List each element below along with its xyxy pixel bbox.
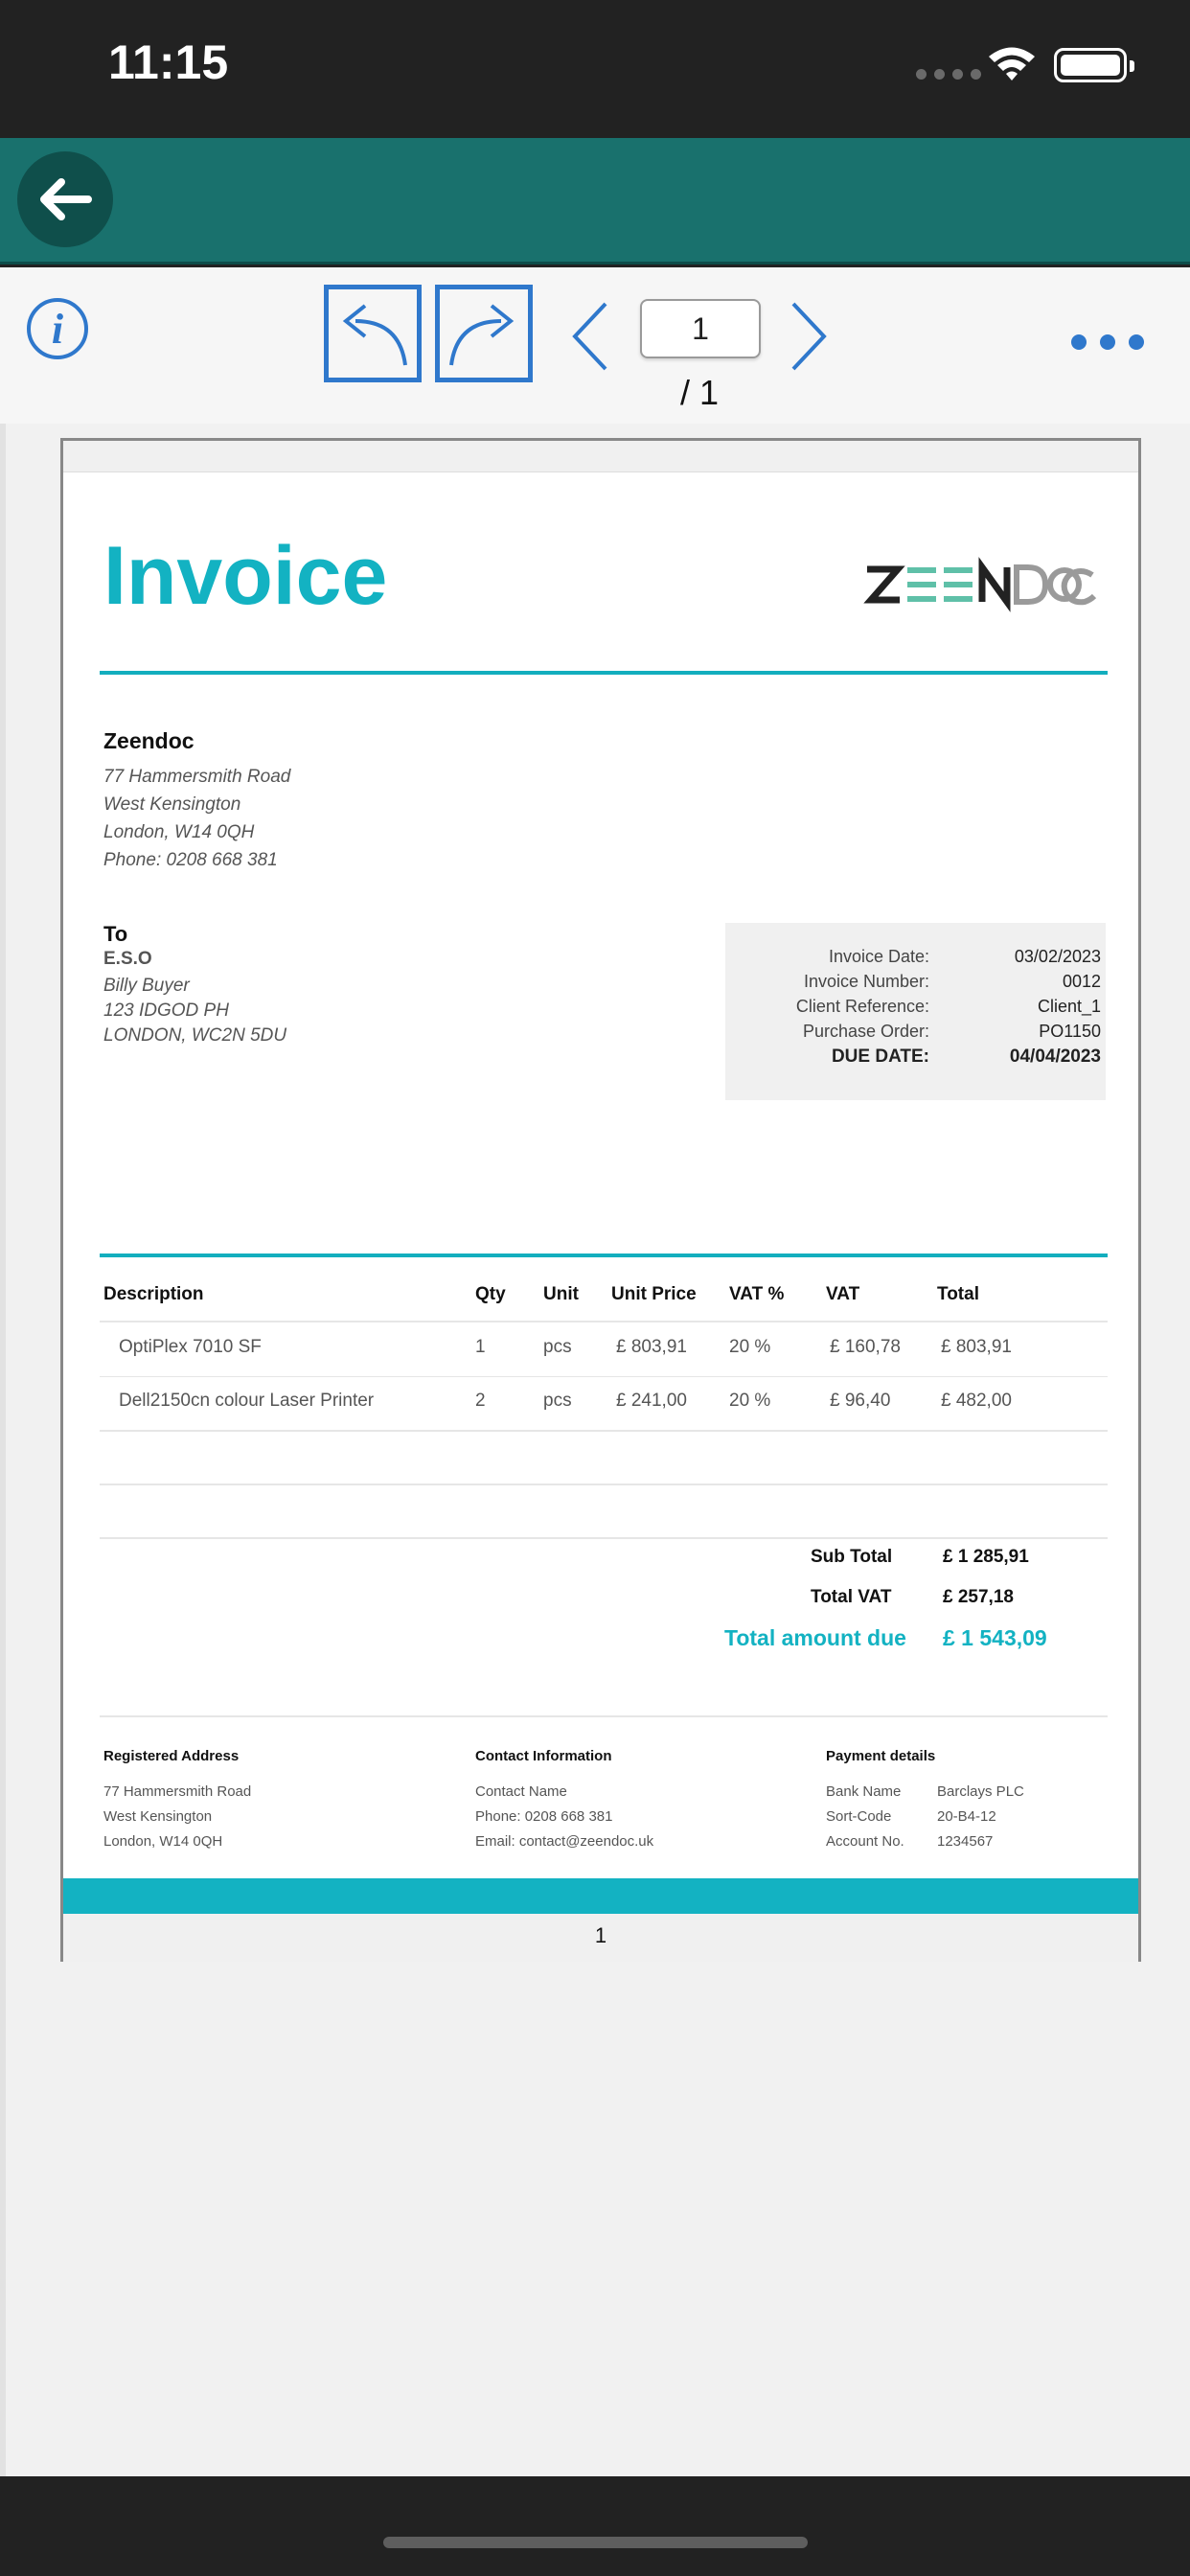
meta-value: 0012	[1062, 972, 1101, 991]
zeendoc-logo	[863, 556, 1093, 613]
sub-total-value: £ 1 285,91	[943, 1547, 1029, 1567]
status-bar	[0, 0, 1190, 138]
seller-address	[103, 763, 290, 874]
seller-address-line: London, W14 0QH	[103, 822, 255, 842]
due-date-label: DUE DATE:	[831, 1046, 929, 1067]
seller-name: Zeendoc	[103, 728, 195, 753]
table-cell: £ 803,91	[616, 1337, 687, 1357]
payment-details-title: Payment details	[826, 1748, 936, 1764]
header-divider	[100, 671, 1108, 675]
meta-label: Client Reference:	[795, 997, 929, 1016]
page-number: 1	[594, 1923, 607, 1947]
invoice-title: Invoice	[103, 530, 388, 622]
registered-address-line: 77 Hammersmith Road	[103, 1783, 252, 1800]
due-date-value: 04/04/2023	[1009, 1046, 1101, 1067]
meta-row	[725, 972, 1106, 997]
invoice-meta-box	[725, 923, 1106, 1100]
contact-phone: Phone: 0208 668 381	[475, 1808, 613, 1825]
info-icon: i	[51, 305, 64, 353]
cellular-signal-icon	[916, 69, 981, 80]
more-horizontal-icon	[1071, 334, 1087, 350]
table-divider	[100, 1430, 1108, 1432]
chevron-left-icon[interactable]	[567, 298, 615, 375]
app-header	[0, 138, 1190, 264]
table-cell: £ 482,00	[941, 1391, 1012, 1411]
column-header-total: Total	[937, 1284, 979, 1304]
buyer-address	[103, 974, 286, 1048]
sub-total-label: Sub Total	[811, 1547, 893, 1567]
home-indicator[interactable]	[383, 2537, 808, 2548]
home-indicator-area	[0, 2476, 1190, 2576]
table-cell: £ 160,78	[830, 1337, 901, 1357]
chevron-right-icon[interactable]	[784, 298, 832, 375]
payment-label: Account No.	[826, 1833, 904, 1850]
table-top-divider	[100, 1254, 1108, 1257]
meta-row	[725, 1022, 1106, 1046]
total-vat-value: £ 257,18	[943, 1587, 1014, 1607]
table-divider	[100, 1484, 1108, 1485]
table-cell: £ 96,40	[830, 1391, 891, 1411]
page-bottom-band	[63, 1878, 1138, 1914]
column-header-description: Description	[103, 1284, 204, 1304]
table-cell: £ 241,00	[616, 1391, 687, 1411]
table-cell: 20 %	[729, 1337, 771, 1357]
table-divider	[100, 1321, 1108, 1322]
table-cell: 2	[475, 1391, 486, 1411]
seller-address-line: West Kensington	[103, 794, 241, 815]
payment-value: 1234567	[937, 1833, 994, 1850]
buyer-address-line: LONDON, WC2N 5DU	[103, 1025, 287, 1046]
amount-due-label: Total amount due	[724, 1625, 906, 1650]
contact-info-title: Contact Information	[475, 1748, 612, 1764]
page-number-input[interactable]	[640, 299, 761, 358]
table-cell: 20 %	[729, 1391, 771, 1411]
more-options-button[interactable]	[1071, 334, 1144, 350]
column-header-unit-price: Unit Price	[611, 1284, 697, 1304]
page-total: / 1	[679, 373, 720, 412]
rotate-right-button[interactable]	[435, 285, 533, 382]
meta-value: PO1150	[1039, 1022, 1101, 1041]
registered-address-line: London, W14 0QH	[103, 1833, 223, 1850]
payment-value: Barclays PLC	[937, 1783, 1024, 1800]
invoice-page	[60, 438, 1141, 1962]
buyer-company: E.S.O	[103, 949, 152, 969]
seller-phone: Phone: 0208 668 381	[103, 850, 278, 870]
table-divider	[100, 1376, 1108, 1377]
status-time: 11:15	[108, 35, 229, 89]
arrow-left-icon	[38, 177, 92, 221]
wifi-icon	[987, 44, 1037, 82]
table-cell: £ 803,91	[941, 1337, 1012, 1357]
contact-name: Contact Name	[475, 1783, 567, 1800]
payment-value: 20-B4-12	[937, 1808, 996, 1825]
table-cell: OptiPlex 7010 SF	[119, 1337, 262, 1357]
total-vat-label: Total VAT	[811, 1587, 892, 1607]
info-button[interactable]	[27, 298, 88, 359]
table-cell: 1	[475, 1337, 486, 1357]
table-cell: pcs	[543, 1391, 572, 1411]
column-header-vat-percent: VAT %	[729, 1284, 785, 1304]
bill-to-label: To	[103, 922, 128, 946]
rotate-left-button[interactable]	[324, 285, 422, 382]
buyer-address-line: Billy Buyer	[103, 976, 190, 996]
registered-address-line: West Kensington	[103, 1808, 213, 1825]
meta-label: Invoice Date:	[828, 947, 929, 966]
contact-email: Email: contact@zeendoc.uk	[475, 1833, 654, 1850]
meta-label: Invoice Number:	[803, 972, 929, 991]
payment-label: Sort-Code	[826, 1808, 892, 1825]
payment-label: Bank Name	[826, 1783, 902, 1800]
column-header-unit: Unit	[543, 1284, 579, 1304]
meta-row	[725, 947, 1106, 972]
rotate-right-icon	[444, 298, 524, 369]
seller-address-line: 77 Hammersmith Road	[103, 767, 291, 787]
table-cell: pcs	[543, 1337, 572, 1357]
viewer-toolbar	[0, 267, 1190, 424]
rotate-left-icon	[332, 298, 413, 369]
meta-row-due-date	[725, 1046, 1106, 1071]
table-cell: Dell2150cn colour Laser Printer	[119, 1391, 375, 1411]
footer-divider	[100, 1715, 1108, 1717]
amount-due-value: £ 1 543,09	[943, 1625, 1047, 1650]
table-divider	[100, 1537, 1108, 1539]
meta-value: 03/02/2023	[1014, 947, 1101, 966]
registered-address-title: Registered Address	[103, 1748, 240, 1764]
meta-label: Purchase Order:	[802, 1022, 929, 1041]
battery-icon	[1054, 48, 1127, 82]
column-header-qty: Qty	[475, 1284, 506, 1304]
buyer-address-line: 123 IDGOD PH	[103, 1000, 229, 1021]
meta-value: Client_1	[1037, 997, 1101, 1016]
meta-row	[725, 997, 1106, 1022]
logo-c-letter	[1060, 567, 1098, 606]
column-header-vat: VAT	[826, 1284, 860, 1304]
page-top-band	[63, 441, 1138, 472]
back-button[interactable]	[17, 151, 113, 247]
